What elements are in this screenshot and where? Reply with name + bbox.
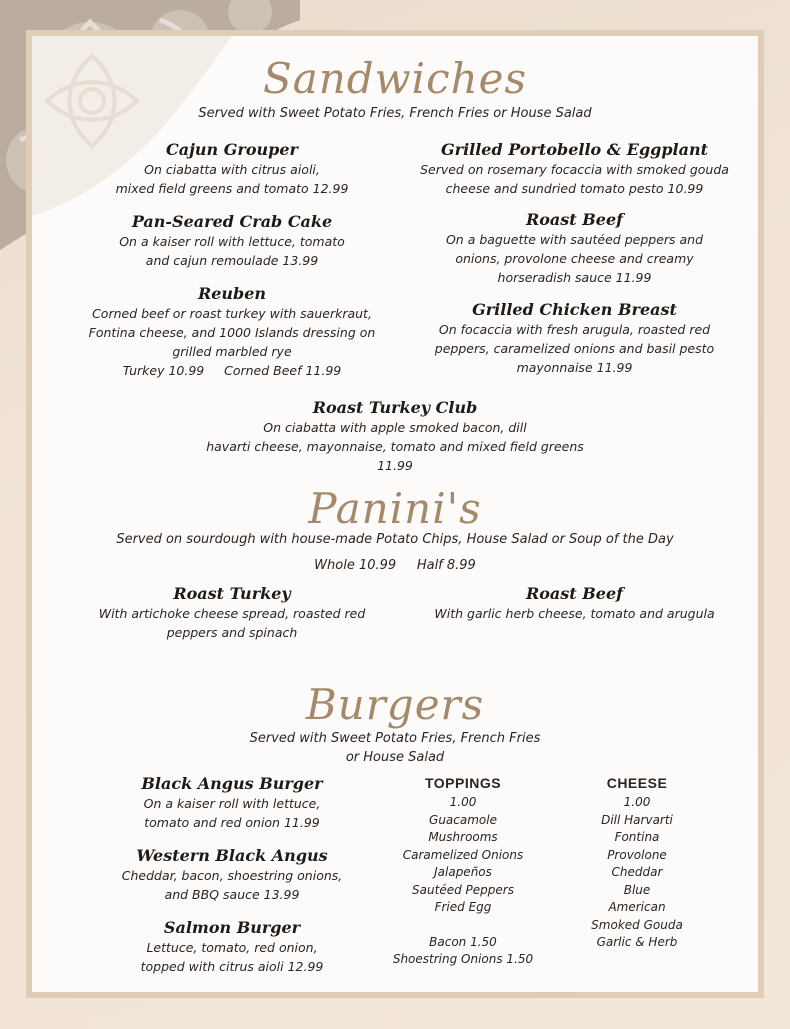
item-name: Black Angus Burger bbox=[141, 774, 323, 793]
item-description: On a baguette with sautéed peppers and onions, provolone cheese and creamy horseradish sauce 11.99 bbox=[445, 232, 704, 285]
item-name: Roast Turkey bbox=[173, 584, 291, 603]
cheese-item: Garlic & Herb bbox=[596, 935, 678, 949]
toppings-list bbox=[378, 774, 548, 969]
menu-item-portobello bbox=[402, 140, 747, 198]
item-description: On ciabatta with apple smoked bacon, dill havarti cheese, mayonnaise, tomato and mixed field greens 11.99 bbox=[206, 420, 584, 473]
topping-item: Jalapeños bbox=[434, 865, 492, 879]
topping-item: Sautéed Peppers bbox=[412, 882, 514, 897]
item-name: Grilled Chicken Breast bbox=[472, 300, 677, 319]
paninis-subtitle: Served on sourdough with house-made Potato Chips, House Salad or Soup of the Day bbox=[116, 532, 674, 547]
item-description: On ciabatta with citrus aioli, mixed field greens and tomato 12.99 bbox=[115, 162, 349, 196]
menu-item-panini-roast-turkey bbox=[62, 584, 402, 642]
item-description: Lettuce, tomato, red onion, topped with citrus aioli 12.99 bbox=[140, 940, 324, 974]
item-name: Roast Beef bbox=[525, 584, 624, 603]
burgers-title: Burgers bbox=[305, 680, 485, 729]
cheese-item: Dill Harvarti bbox=[601, 812, 673, 827]
sandwiches-title: Sandwiches bbox=[262, 54, 528, 103]
menu-item-turkey-club bbox=[182, 398, 608, 475]
item-name: Roast Beef bbox=[525, 210, 624, 229]
menu-item-black-angus bbox=[92, 774, 372, 832]
cheese-item: Cheddar bbox=[611, 865, 663, 879]
topping-item: Caramelized Onions bbox=[402, 847, 524, 862]
cheese-item: Fontina bbox=[614, 830, 660, 844]
menu-item-panini-roast-beef bbox=[402, 584, 747, 623]
menu-item-crab-cake bbox=[62, 212, 402, 270]
item-description: On a kaiser roll with lettuce, tomato and cajun remoulade 13.99 bbox=[119, 234, 345, 268]
item-name: Roast Turkey Club bbox=[312, 398, 478, 417]
item-name: Reuben bbox=[197, 284, 267, 303]
burgers-subtitle: Served with Sweet Potato Fries, French Fries or House Salad bbox=[249, 731, 541, 765]
item-name: Grilled Portobello & Eggplant bbox=[440, 140, 709, 159]
menu-item-reuben bbox=[62, 284, 402, 380]
item-name: Western Black Angus bbox=[136, 846, 328, 865]
toppings-price: 1.00 bbox=[449, 795, 477, 809]
cheese-heading: CHEESE bbox=[606, 775, 668, 791]
paninis-title: Panini's bbox=[308, 484, 482, 533]
item-description: Corned beef or roast turkey with sauerkraut, Fontina cheese, and 1000 Islands dressing on grilled marbled rye bbox=[88, 306, 376, 359]
topping-item: Fried Egg bbox=[434, 900, 492, 914]
toppings-heading: TOPPINGS bbox=[424, 775, 502, 791]
menu-item-western-black-angus bbox=[92, 846, 372, 904]
cheese-item: Smoked Gouda bbox=[591, 917, 683, 932]
cheese-item: American bbox=[608, 900, 666, 914]
item-description: On focaccia with fresh arugula, roasted red peppers, caramelized onions and basil pesto mayonnaise 11.99 bbox=[434, 322, 715, 375]
menu-item-cajun-grouper bbox=[62, 140, 402, 198]
menu-item-roast-beef bbox=[402, 210, 747, 287]
sandwiches-subtitle: Served with Sweet Potato Fries, French Fries or House Salad bbox=[198, 106, 592, 121]
cheese-item: Provolone bbox=[607, 847, 667, 862]
item-name: Cajun Grouper bbox=[166, 140, 298, 159]
cheese-item: Blue bbox=[623, 882, 651, 897]
item-name: Pan-Seared Crab Cake bbox=[131, 212, 333, 231]
cheese-price: 1.00 bbox=[623, 795, 651, 809]
menu-item-chicken-breast bbox=[402, 300, 747, 377]
item-description: With artichoke cheese spread, roasted red peppers and spinach bbox=[98, 606, 366, 640]
topping-extra: Bacon 1.50 bbox=[429, 934, 497, 949]
item-name: Salmon Burger bbox=[163, 918, 301, 937]
topping-item: Mushrooms bbox=[428, 830, 498, 844]
menu-item-salmon-burger bbox=[92, 918, 372, 976]
menu-card bbox=[26, 30, 764, 998]
topping-extra: Shoestring Onions 1.50 bbox=[392, 952, 534, 966]
item-description: On a kaiser roll with lettuce, tomato and red onion 11.99 bbox=[143, 796, 321, 830]
item-description: Served on rosemary focaccia with smoked gouda cheese and sundried tomato pesto 10.99 bbox=[420, 162, 729, 196]
topping-item: Guacamole bbox=[429, 812, 497, 827]
item-prices: Turkey 10.99 Corned Beef 11.99 bbox=[122, 363, 342, 378]
item-description: With garlic herb cheese, tomato and arugula bbox=[434, 606, 715, 621]
item-description: Cheddar, bacon, shoestring onions, and BBQ sauce 13.99 bbox=[121, 868, 343, 902]
cheese-list bbox=[562, 774, 712, 952]
paninis-prices: Whole 10.99 Half 8.99 bbox=[314, 558, 476, 573]
